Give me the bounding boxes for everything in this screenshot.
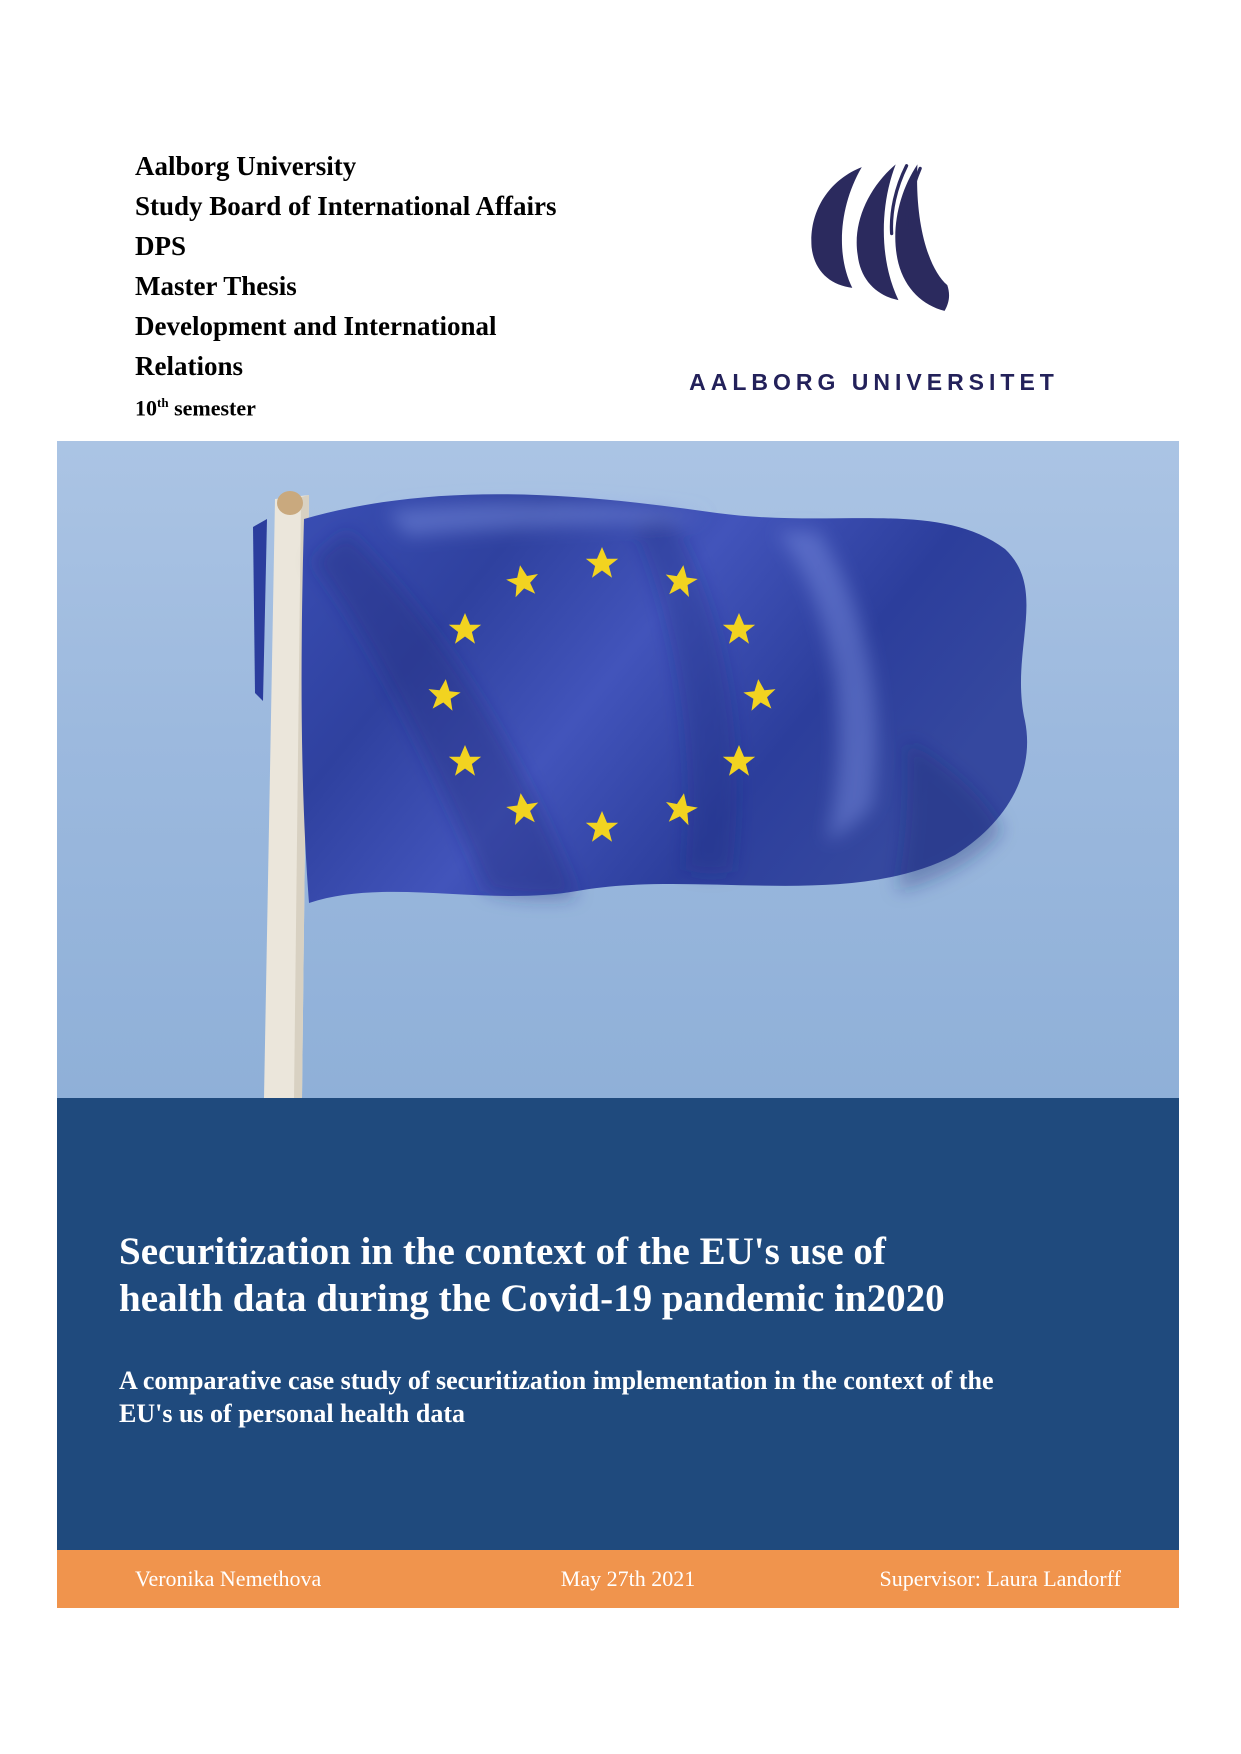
author-name: Veronika Nemethova — [135, 1566, 322, 1591]
footer-bar — [57, 1550, 1179, 1608]
institution-line: Development and International — [135, 311, 497, 341]
eu-flag-photo — [57, 441, 1179, 1098]
institution-line: Study Board of International Affairs — [135, 191, 557, 221]
institution-line: Aalborg University — [135, 151, 357, 181]
thesis-title — [119, 1228, 1119, 1322]
title-band — [57, 1098, 1179, 1550]
supervisor-name: Supervisor: Laura Landorff — [879, 1566, 1122, 1591]
university-wordmark: AALBORG UNIVERSITET — [689, 369, 1059, 395]
thesis-subtitle — [119, 1364, 1129, 1430]
thesis-subtitle-line: EU's us of personal health data — [119, 1399, 465, 1428]
institution-line: Relations — [135, 351, 243, 381]
semester-line: 10th semester — [135, 395, 256, 421]
flagpole-finial — [277, 491, 303, 515]
submission-date: May 27th 2021 — [560, 1566, 696, 1591]
institution-line: Master Thesis — [135, 271, 297, 301]
institution-header — [135, 146, 557, 423]
thesis-subtitle-line: A comparative case study of securitization implementation in the context of the — [119, 1366, 994, 1395]
thesis-title-line: health data during the Covid-19 pandemic in2020 — [119, 1277, 945, 1320]
flag-halyard — [253, 519, 267, 701]
thesis-title-line: Securitization in the context of the EU's use of — [119, 1230, 886, 1273]
university-logo — [668, 158, 1080, 396]
aau-swoosh-icon — [798, 158, 950, 320]
institution-line: DPS — [135, 231, 187, 261]
